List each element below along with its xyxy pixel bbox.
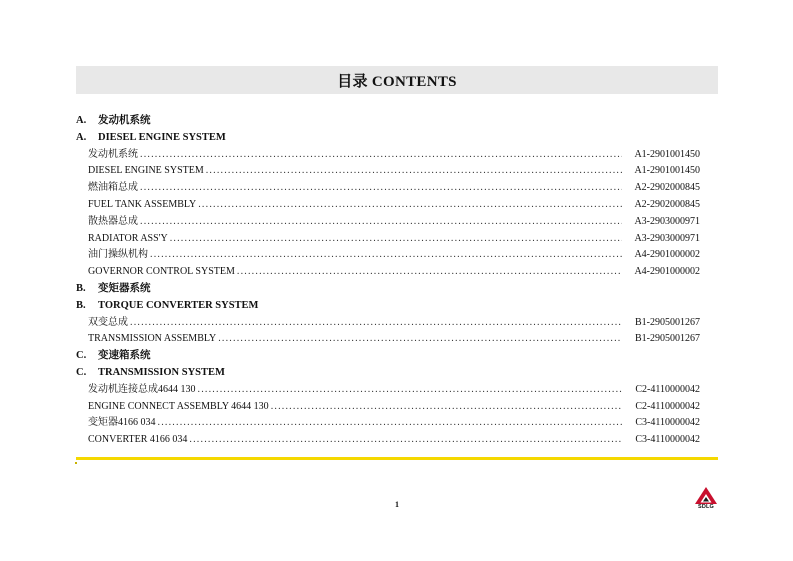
section-heading-b-cn xyxy=(76,281,700,298)
entry-label: 燃油箱总成 xyxy=(88,182,138,194)
toc-entry[interactable] xyxy=(76,247,700,264)
section-letter: A. xyxy=(76,131,87,143)
leader-dots xyxy=(237,264,622,281)
entry-code: A1-2901001450 xyxy=(634,165,700,177)
leader-dots xyxy=(130,315,622,332)
toc-entry[interactable] xyxy=(76,382,700,399)
toc-entry[interactable] xyxy=(76,180,700,197)
entry-code: B1-2905001267 xyxy=(635,316,700,328)
page-number: 1 xyxy=(395,500,399,509)
toc-entry[interactable] xyxy=(76,147,700,164)
section-heading-a-en xyxy=(76,130,700,147)
section-letter: A. xyxy=(76,115,87,126)
leader-dots xyxy=(150,247,622,264)
section-heading-c-cn xyxy=(76,348,700,365)
entry-code: C3-4110000042 xyxy=(635,417,700,429)
leader-dots xyxy=(271,399,622,416)
section-heading-c-en xyxy=(76,365,700,382)
entry-label: 双变总成 xyxy=(88,316,128,328)
toc-entry[interactable] xyxy=(76,399,700,416)
leader-dots xyxy=(170,231,622,248)
leader-dots xyxy=(140,214,622,231)
entry-code: A3-2903000971 xyxy=(634,215,700,227)
entry-label: 油门操纵机构 xyxy=(88,249,148,261)
page-title: 目录 CONTENTS xyxy=(337,73,457,90)
section-title: DIESEL ENGINE SYSTEM xyxy=(98,131,226,143)
entry-label: RADIATOR ASS'Y xyxy=(88,232,168,244)
table-of-contents xyxy=(76,113,700,449)
contents-title-bar xyxy=(76,66,718,94)
section-heading-b-en xyxy=(76,298,700,315)
toc-entry[interactable] xyxy=(76,432,700,449)
toc-entry[interactable] xyxy=(76,331,700,348)
entry-code: A2-2902000845 xyxy=(634,182,700,194)
entry-label: 变矩器4166 034 xyxy=(88,417,156,429)
section-letter: C. xyxy=(76,366,87,378)
toc-entry[interactable] xyxy=(76,163,700,180)
entry-code: A4-2901000002 xyxy=(634,249,700,261)
entry-label: ENGINE CONNECT ASSEMBLY 4644 130 xyxy=(88,400,269,412)
section-title: 变矩器系统 xyxy=(98,282,151,294)
toc-entry[interactable] xyxy=(76,197,700,214)
entry-label: GOVERNOR CONTROL SYSTEM xyxy=(88,266,235,278)
entry-code: A2-2902000845 xyxy=(634,198,700,210)
toc-entry[interactable] xyxy=(76,214,700,231)
leader-dots xyxy=(140,180,622,197)
entry-label: 散热器总成 xyxy=(88,215,138,227)
leader-dots xyxy=(189,432,622,449)
rule-marker xyxy=(75,462,77,464)
entry-code: A1-2901001450 xyxy=(634,148,700,160)
logo-wordmark: SDLG xyxy=(697,504,715,510)
section-letter: B. xyxy=(76,299,86,311)
leader-dots xyxy=(198,197,622,214)
entry-code: A4-2901000002 xyxy=(634,266,700,278)
entry-label: 发动机系统 xyxy=(88,148,138,160)
section-letter: C. xyxy=(76,350,87,362)
section-heading-a-cn xyxy=(76,113,700,130)
leader-dots xyxy=(158,415,623,432)
footer-rule xyxy=(76,457,718,460)
toc-entry[interactable] xyxy=(76,264,700,281)
entry-code: C2-4110000042 xyxy=(635,383,700,395)
entry-code: C3-4110000042 xyxy=(635,434,700,446)
entry-label: TRANSMISSION ASSEMBLY xyxy=(88,333,217,345)
entry-code: A3-2903000971 xyxy=(634,232,700,244)
leader-dots xyxy=(198,382,623,399)
leader-dots xyxy=(140,147,622,164)
section-title: 变速箱系统 xyxy=(98,350,151,362)
toc-entry[interactable] xyxy=(76,315,700,332)
section-title: TORQUE CONVERTER SYSTEM xyxy=(98,299,259,311)
entry-label: 发动机连接总成4644 130 xyxy=(88,383,196,395)
entry-label: DIESEL ENGINE SYSTEM xyxy=(88,165,204,177)
section-title: 发动机系统 xyxy=(98,115,151,126)
entry-code: C2-4110000042 xyxy=(635,400,700,412)
toc-entry[interactable] xyxy=(76,415,700,432)
leader-dots xyxy=(206,163,622,180)
entry-code: B1-2905001267 xyxy=(635,333,700,345)
section-title: TRANSMISSION SYSTEM xyxy=(98,366,225,378)
leader-dots xyxy=(218,331,622,348)
entry-label: CONVERTER 4166 034 xyxy=(88,434,188,446)
toc-entry[interactable] xyxy=(76,231,700,248)
entry-label: FUEL TANK ASSEMBLY xyxy=(88,198,197,210)
section-letter: B. xyxy=(76,282,86,294)
